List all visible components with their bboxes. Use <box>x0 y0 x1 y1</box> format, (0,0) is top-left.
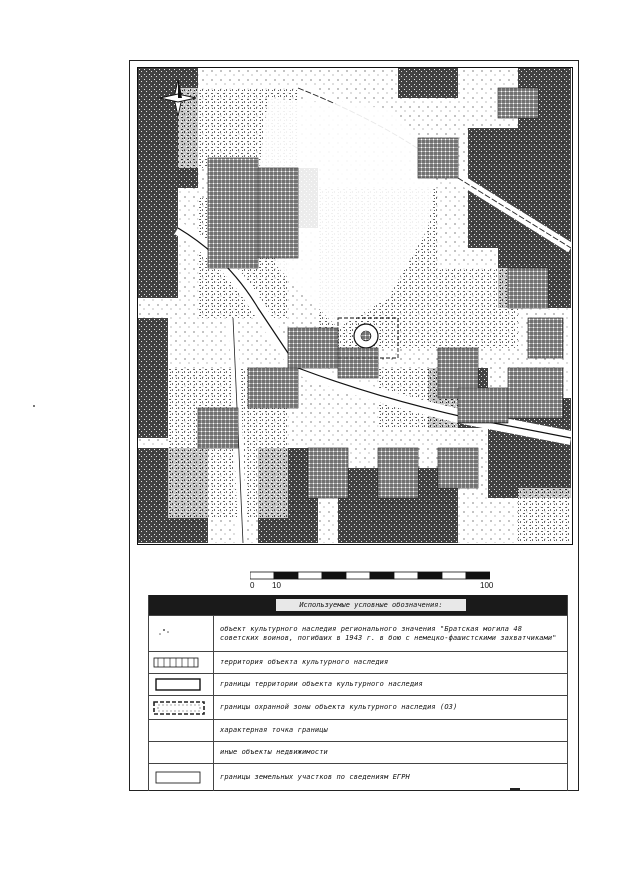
scan-speck <box>33 405 35 407</box>
building-15 <box>338 348 378 378</box>
scale-label-10: 10 <box>272 581 281 590</box>
building-5 <box>458 388 508 423</box>
legend-row-land-plot-boundary <box>148 763 568 791</box>
legend-text-protection-zone: границы охранной зоны объекта культурного наследия (ОЗ) <box>220 703 458 711</box>
map-sheet <box>129 60 579 791</box>
legend-row-protection-zone <box>148 695 568 719</box>
aerial-image <box>138 68 571 543</box>
boundary-point-symbol <box>148 720 214 741</box>
scale-bar-graphic <box>250 570 490 582</box>
protection-zone-symbol <box>148 696 214 719</box>
building-13 <box>508 268 548 308</box>
monument-core <box>361 331 371 341</box>
scale-label-0: 0 <box>250 581 255 590</box>
legend-row-other-real-estate <box>148 741 568 763</box>
scale-segment-0 <box>250 572 274 579</box>
speckled-area-6 <box>518 488 571 543</box>
legend-text-heritage-object: объект культурного наследия регионального значения "Братская могила 48 советских воинов, погибших в 1943 г. в бою с немецко-фашистскими захватчиками" <box>220 624 557 642</box>
legend-text-land-plot-boundary: границы земельных участков по сведениям ЕГРН <box>220 773 410 781</box>
building-12 <box>438 448 478 488</box>
heritage-territory-symbol <box>148 652 214 673</box>
aerial-photo-map <box>137 67 573 545</box>
legend-text-boundary-point: характерная точка границы <box>220 726 328 734</box>
legend-table <box>148 595 568 791</box>
building-3 <box>248 368 298 408</box>
legend-title: Используемые условные обозначения: <box>276 599 466 611</box>
vegetation-area-10 <box>398 68 458 98</box>
building-11 <box>378 448 418 498</box>
building-0 <box>208 158 258 268</box>
building-2 <box>288 328 338 368</box>
legend-header <box>148 595 568 615</box>
scale-segment-7 <box>418 572 442 579</box>
scale-segment-8 <box>442 572 466 579</box>
building-1 <box>258 168 298 258</box>
scale-segment-1 <box>274 572 298 579</box>
building-10 <box>308 448 348 498</box>
scan-mark <box>510 788 520 790</box>
scale-label-100: 100 <box>480 581 494 590</box>
land-plot-boundary-symbol <box>148 764 214 791</box>
legend-text-territory-boundary: границы территории объекта культурного наследия <box>220 680 423 688</box>
vegetation-area-1 <box>138 188 178 298</box>
legend-row-heritage-territory <box>148 651 568 673</box>
scale-segment-6 <box>394 572 418 579</box>
building-14 <box>528 318 563 358</box>
building-8 <box>498 88 538 118</box>
legend-text-heritage-territory: территория объекта культурного наследия <box>220 658 389 666</box>
building-7 <box>418 138 458 178</box>
building-6 <box>508 368 563 418</box>
building-9 <box>198 408 238 448</box>
speckled-area-3 <box>438 268 518 348</box>
scale-segment-3 <box>322 572 346 579</box>
scale-segment-2 <box>298 572 322 579</box>
heritage-object-symbol <box>148 616 214 651</box>
other-real-estate-symbol <box>148 742 214 763</box>
vegetation-area-5 <box>138 318 168 438</box>
legend-row-heritage-object <box>148 615 568 651</box>
scale-segment-4 <box>346 572 370 579</box>
territory-boundary-symbol <box>148 674 214 695</box>
scale-segment-5 <box>370 572 394 579</box>
legend-row-territory-boundary <box>148 673 568 695</box>
legend-row-boundary-point <box>148 719 568 741</box>
scale-bar <box>250 569 494 593</box>
legend-text-other-real-estate: иные объекты недвижимости <box>220 748 328 756</box>
scale-segment-9 <box>466 572 490 579</box>
